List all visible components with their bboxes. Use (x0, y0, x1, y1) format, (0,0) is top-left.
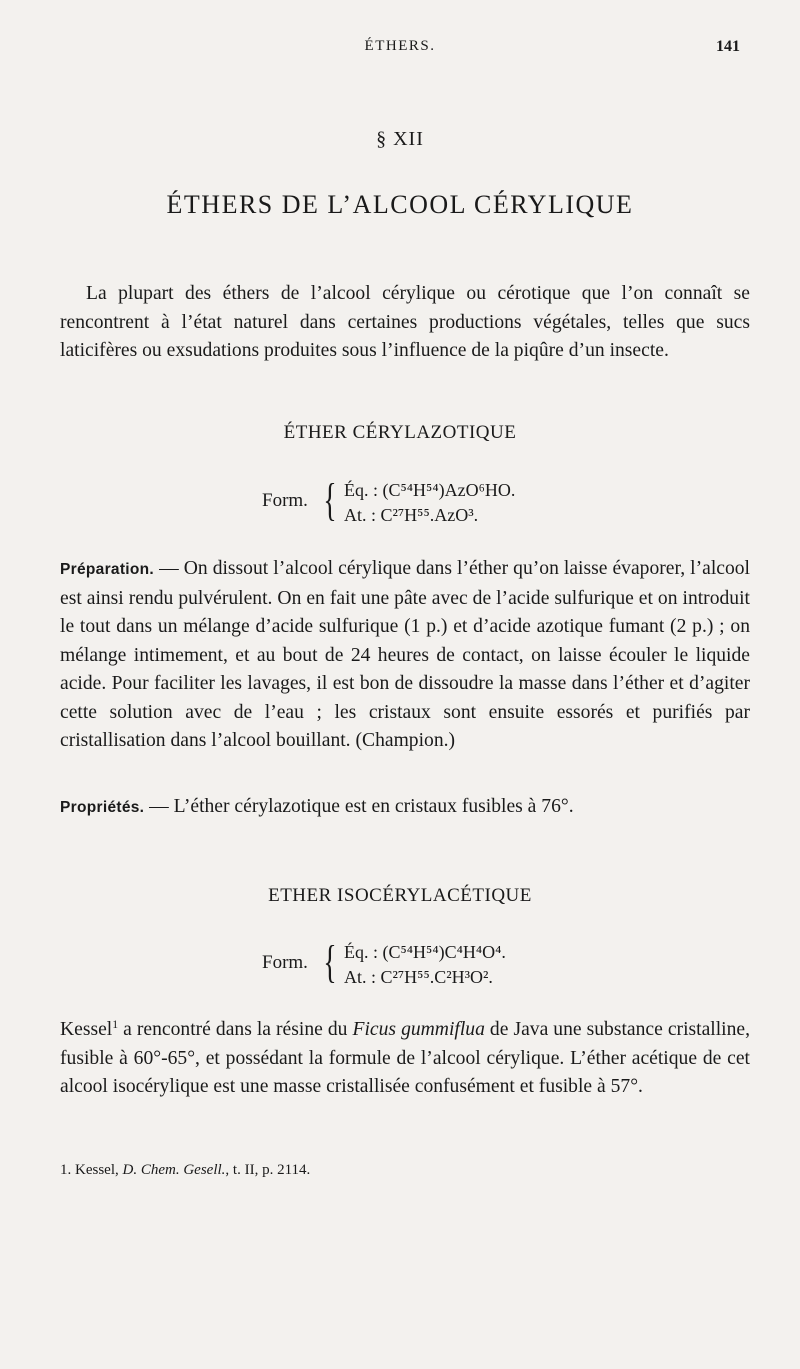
footnote (60, 1162, 310, 1179)
section-heading-isocerylacetique: ETHER ISOCÉRYLACÉTIQUE (268, 885, 532, 906)
page-number: 141 (716, 38, 740, 55)
footnote-marker: 1. (60, 1162, 72, 1178)
formula-equivalent-line: Éq. : (C⁵⁴H⁵⁴)AzO⁶HO. (344, 480, 516, 500)
preparation-text: — On dissout l’alcool cérylique dans l’éther qu’on laisse évaporer, l’alcool est ainsi rendu pulvérulent. On en fait une pâte avec de l’acide sulfurique et on introduit le tout dans un mélange d’acide sulfurique (1 p.) et d’acide azotique fumant (2 p.) ; on mélange intimement, et au bout de 24 heures de contact, on laisse écouler le liquide acide. Pour faciliter les lavages, il est bon de dissoudre la masse dans l’éther et d’agiter cette solution avec de l’eau ; les cristaux sont ensuite essorés et purifiés par cristallisation dans l’alcool bouillant. (Champion.) (60, 558, 750, 751)
kessel-author: Kessel (60, 1019, 113, 1040)
kessel-text-after: de Java une substance cristalline, fusible à 60°-65°, et possédant la formule de l’alcool cérylique. L’éther acétique de cet alcool isocérylique est une masse cristallisée confusément et fusible à 57°. (60, 1019, 751, 1097)
footnote-journal: D. Chem. Gesell. (122, 1162, 226, 1178)
species-name: Ficus gummiflua (352, 1019, 485, 1040)
formula-cerylazotique (0, 474, 800, 530)
formula-atomic-line: At. : C²⁷H⁵⁵.AzO³. (344, 505, 479, 525)
formula-atomic-line: At. : C²⁷H⁵⁵.C²H³O². (344, 967, 493, 987)
formula-isocerylacetique (0, 936, 800, 992)
running-title: ÉTHERS. (364, 38, 436, 54)
chapter-title: ÉTHERS DE L’ALCOOL CÉRYLIQUE (166, 190, 634, 219)
kessel-text-before: a rencontré dans la résine du (118, 1019, 353, 1040)
kessel-paragraph (60, 1016, 750, 1102)
section-number: § XII (376, 128, 424, 150)
intro-paragraph: La plupart des éthers de l’alcool cérylique ou cérotique que l’on connaît se rencontrent à l’état naturel dans certaines productions végétales, telles que sucs laticifères ou exsudations produites sous l’influence de la piqûre d’un insecte. (60, 283, 750, 361)
footnote-reference: 1 (112, 1017, 119, 1031)
footnote-author: Kessel, (71, 1162, 123, 1178)
running-head (60, 38, 740, 62)
formula-label: Form. (262, 490, 308, 511)
formula-label: Form. (262, 952, 308, 973)
preparation-run-in: Préparation. (60, 561, 155, 578)
formula-brace: { (323, 936, 337, 987)
proprietes-paragraph (60, 793, 750, 823)
proprietes-text: — L’éther cérylazotique est en cristaux fusibles à 76°. (144, 796, 574, 817)
proprietes-run-in: Propriétés. (60, 799, 145, 816)
section-heading-cerylazotique: ÉTHER CÉRYLAZOTIQUE (283, 422, 517, 443)
formula-brace: { (323, 474, 337, 525)
formula-equivalent-line: Éq. : (C⁵⁴H⁵⁴)C⁴H⁴O⁴. (344, 942, 506, 962)
preparation-paragraph (60, 555, 750, 756)
footnote-reference-text: , t. II, p. 2114. (225, 1162, 311, 1178)
